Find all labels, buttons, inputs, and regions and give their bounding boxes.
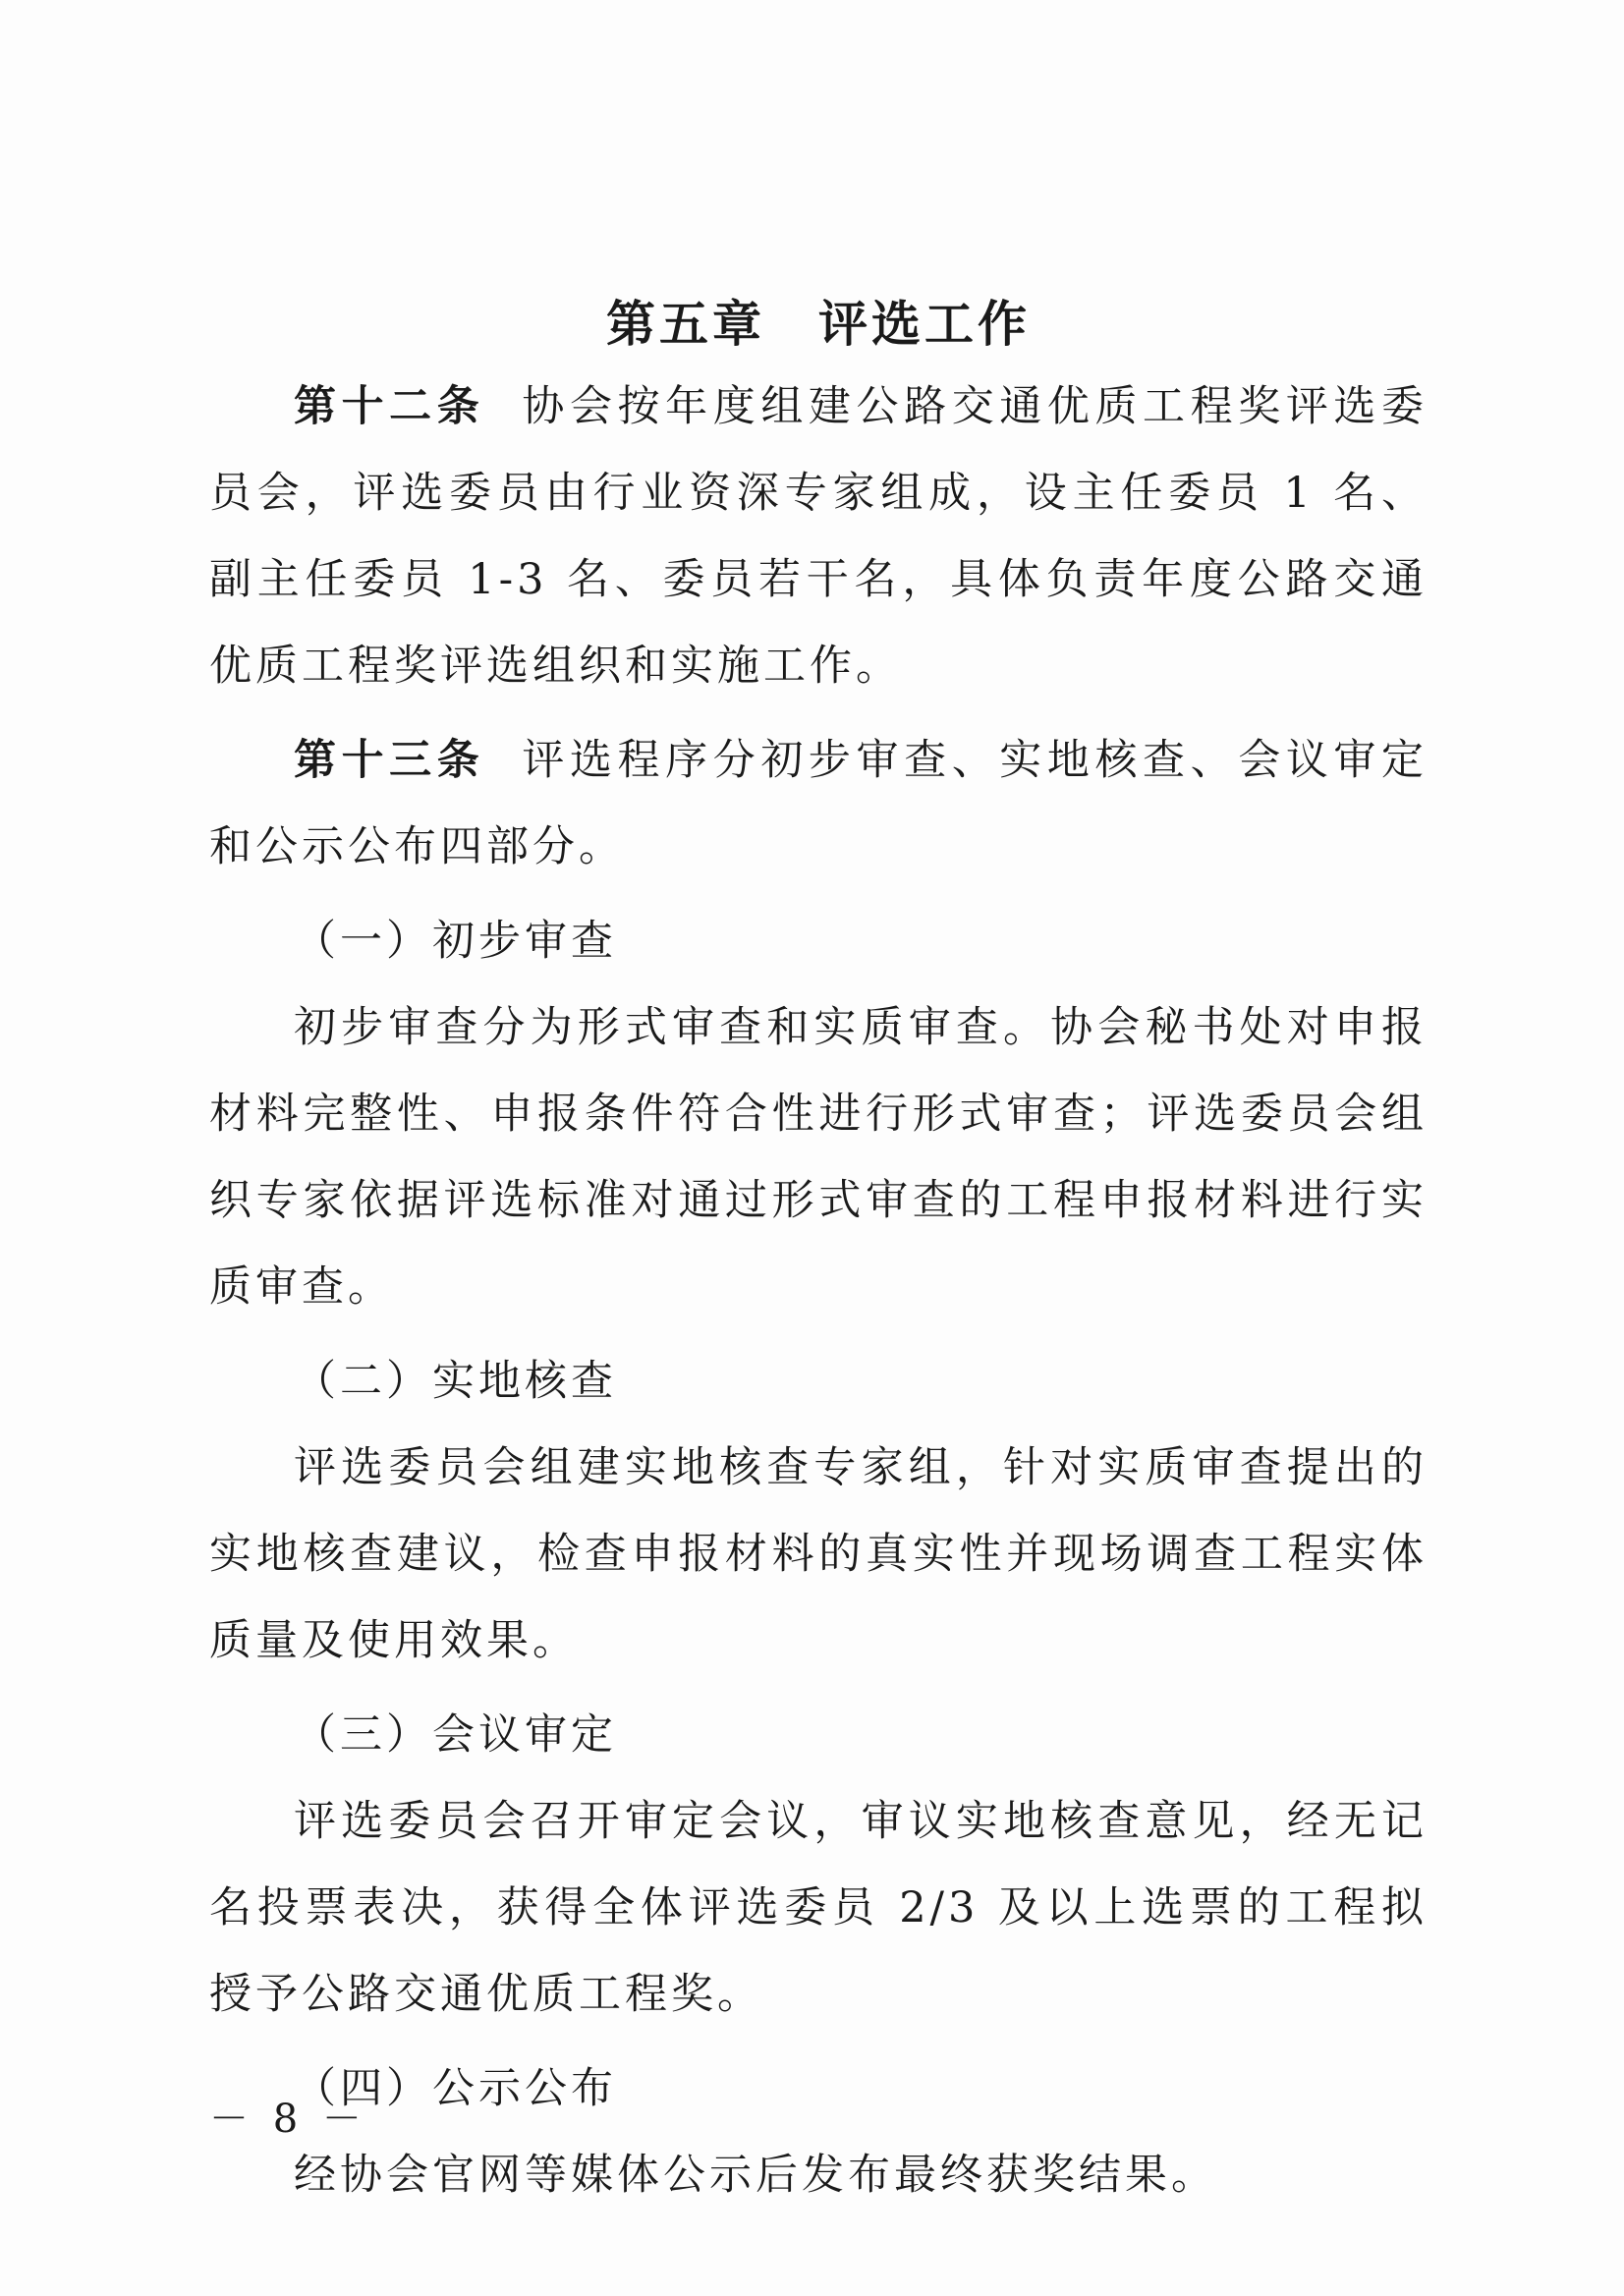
chapter-title: 第五章 评选工作: [606, 296, 1031, 353]
section-4-body: 经协会官网等媒体公示后发布最终获奖结果。: [294, 2151, 1217, 2200]
section-2-body: 评选委员会组建实地核查专家组，针对实质审查提出的实地核查建议，检查申报材料的真实性并现场调查工程实体质量及使用效果。: [209, 1443, 1428, 1665]
section-1-body: 初步审查分为形式审查和实质审查。协会秘书处对申报材料完整性、申报条件符合性进行形式审查；评选委员会组织专家依据评选标准对通过形式审查的工程申报材料进行实质审查。: [209, 1003, 1428, 1312]
section-3-body: 评选委员会召开审定会议，审议实地核查意见，经无记名投票表决，获得全体评选委员 2/3 及以上选票的工程拟授予公路交通优质工程奖。: [209, 1797, 1428, 2019]
section-2-heading: （二）实地核查: [294, 1357, 617, 1406]
article-13: [209, 717, 1428, 890]
article-12: [209, 364, 1428, 709]
section-3-heading: （三）会议审定: [294, 1710, 617, 1760]
section-4-heading: （四）公示公布: [294, 2064, 617, 2113]
document-body: [209, 295, 1428, 2218]
article-12-head: 第十二条: [294, 382, 485, 431]
article-13-head: 第十三条: [294, 736, 485, 785]
page-number: － 8 －: [209, 2097, 367, 2142]
article-12-body: 协会按年度组建公路交通优质工程奖评选委员会，评选委员由行业资深专家组成，设主任委员 1 名、副主任委员 1-3 名、委员若干名，具体负责年度公路交通优质工程奖评选组织和实施工作。: [209, 382, 1428, 691]
section-1-heading: （一）初步审查: [294, 917, 617, 966]
article-13-body: 评选程序分初步审查、实地核查、会议审定和公示公布四部分。: [209, 736, 1428, 871]
